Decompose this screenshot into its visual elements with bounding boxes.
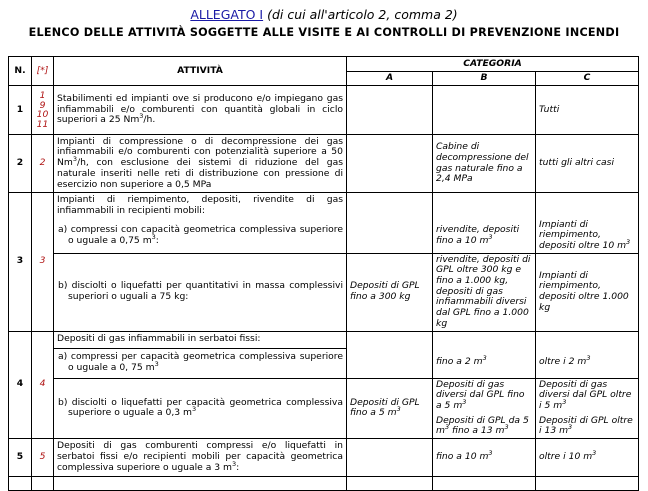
category-b bbox=[433, 193, 536, 219]
category-c: Depositi di gas diversi dal GPL oltre i 5 $m^3$ Depositi di GPL oltre i 13 $m^3$ bbox=[536, 378, 639, 439]
category-c bbox=[536, 331, 639, 348]
category-b: Cabine di decompressione del gas naturale fino a 2,4 MPa bbox=[433, 135, 536, 193]
col-header-attivita: ATTIVITÀ bbox=[54, 57, 347, 86]
allegato-link[interactable]: ALLEGATO I bbox=[190, 7, 264, 22]
activity-item-a: a) compressi con capacità geometrica complessiva superiore o uguale a 0,75 $m^3$: bbox=[54, 219, 347, 254]
row-ref: 1 9 10 11 bbox=[32, 86, 54, 135]
category-b bbox=[433, 331, 536, 348]
category-a bbox=[347, 348, 433, 378]
category-a bbox=[347, 219, 433, 254]
table-row bbox=[9, 331, 639, 348]
table-row bbox=[9, 86, 639, 135]
row-ref: 3 bbox=[32, 193, 54, 332]
col-header-c: C bbox=[536, 72, 639, 86]
category-b: rivendite, depositi di GPL oltre 300 kg e fino a 1.000 kg, depositi di gas infiammabili diversi dal GPL fino a 1.000 kg bbox=[433, 253, 536, 331]
col-header-b: B bbox=[433, 72, 536, 86]
annex-subtitle: (di cui all'articolo 2, comma 2) bbox=[267, 7, 458, 22]
category-c bbox=[536, 193, 639, 219]
table-row bbox=[9, 193, 639, 219]
category-a: Depositi di GPL fino a 300 kg bbox=[347, 253, 433, 331]
row-ref: 5 bbox=[32, 439, 54, 477]
row-ref: 2 bbox=[32, 135, 54, 193]
activity-text: Stabilimenti ed impianti ove si producono e/o impiegano gas infiammabili e/o comburenti con quantità globali in ciclo superiori a 25 Nm$^3$/h. bbox=[54, 86, 347, 135]
category-c: tutti gli altri casi bbox=[536, 135, 639, 193]
activity-item-a: a) compressi per capacità geometrica complessiva superiore o uguale a 0, 75 $m^3$ bbox=[54, 348, 347, 378]
category-c: Impianti di riempimento, depositi oltre 1.000 kg bbox=[536, 253, 639, 331]
activity-item-b: b) disciolti o liquefatti per capacità geometrica complessiva superiore o uguale a 0,3 $m^3$ bbox=[54, 378, 347, 439]
col-header-ref: [*] bbox=[32, 57, 54, 86]
activity-intro: Impianti di riempimento, depositi, rivendite di gas infiammabili in recipienti mobili: bbox=[54, 193, 347, 219]
row-ref: 4 bbox=[32, 331, 54, 439]
row-number: 2 bbox=[9, 135, 32, 193]
category-a bbox=[347, 193, 433, 219]
category-b: rivendite, depositi fino a 10 $m^3$ bbox=[433, 219, 536, 254]
category-a bbox=[347, 439, 433, 477]
row-number: 1 bbox=[9, 86, 32, 135]
activity-intro: Depositi di gas infiammabili in serbatoi fissi: bbox=[54, 331, 347, 348]
document-title: ELENCO DELLE ATTIVITÀ SOGGETTE ALLE VISITE E AI CONTROLLI DI PREVENZIONE INCENDI bbox=[28, 26, 620, 39]
category-b: fino a 2 $m^3$ bbox=[433, 348, 536, 378]
category-a: Depositi di GPL fino a 5 $m^3$ bbox=[347, 378, 433, 439]
category-b bbox=[433, 86, 536, 135]
category-a bbox=[347, 86, 433, 135]
category-c: oltre i 2 $m^3$ bbox=[536, 348, 639, 378]
row-number: 5 bbox=[9, 439, 32, 477]
activity-text: Depositi di gas comburenti compressi e/o liquefatti in serbatoi fissi e/o recipienti mobili per capacità geometrica complessiva superiore o uguale a 3 $m^3$: bbox=[54, 439, 347, 477]
category-c: Tutti bbox=[536, 86, 639, 135]
table-header-row bbox=[9, 57, 639, 72]
category-a bbox=[347, 331, 433, 348]
annex-header bbox=[0, 7, 648, 23]
activity-text: Impianti di compressione o di decompressione dei gas infiammabili e/o comburenti con potenzialità superiore a 50 Nm$^3$/h, con esclusione dei sistemi di riduzione del gas naturale inseriti nelle reti di distribuzione con pressione di esercizio non superiore a 0,5 MPa bbox=[54, 135, 347, 193]
table-row-partial bbox=[9, 477, 639, 491]
category-c: Impianti di riempimento, depositi oltre 10 $m^3$ bbox=[536, 219, 639, 254]
category-b: Depositi di gas diversi dal GPL fino a 5 $m^3$ Depositi di GPL da 5 $m^3$ fino a 13 $m^3$ bbox=[433, 378, 536, 439]
table-subrow bbox=[9, 219, 639, 254]
table-subrow bbox=[9, 253, 639, 331]
col-header-a: A bbox=[347, 72, 433, 86]
category-c: oltre i 10 $m^3$ bbox=[536, 439, 639, 477]
table-subrow bbox=[9, 348, 639, 378]
table-row bbox=[9, 135, 639, 193]
activity-item-b: b) disciolti o liquefatti per quantitativi in massa complessivi superiori o uguali a 75 kg: bbox=[54, 253, 347, 331]
activities-table bbox=[8, 56, 639, 491]
category-a bbox=[347, 135, 433, 193]
col-header-categoria: CATEGORIA bbox=[347, 57, 639, 72]
row-number: 4 bbox=[9, 331, 32, 439]
table-row bbox=[9, 439, 639, 477]
table-subrow bbox=[9, 378, 639, 439]
row-number: 3 bbox=[9, 193, 32, 332]
col-header-n: N. bbox=[9, 57, 32, 86]
category-b: fino a 10 $m^3$ bbox=[433, 439, 536, 477]
